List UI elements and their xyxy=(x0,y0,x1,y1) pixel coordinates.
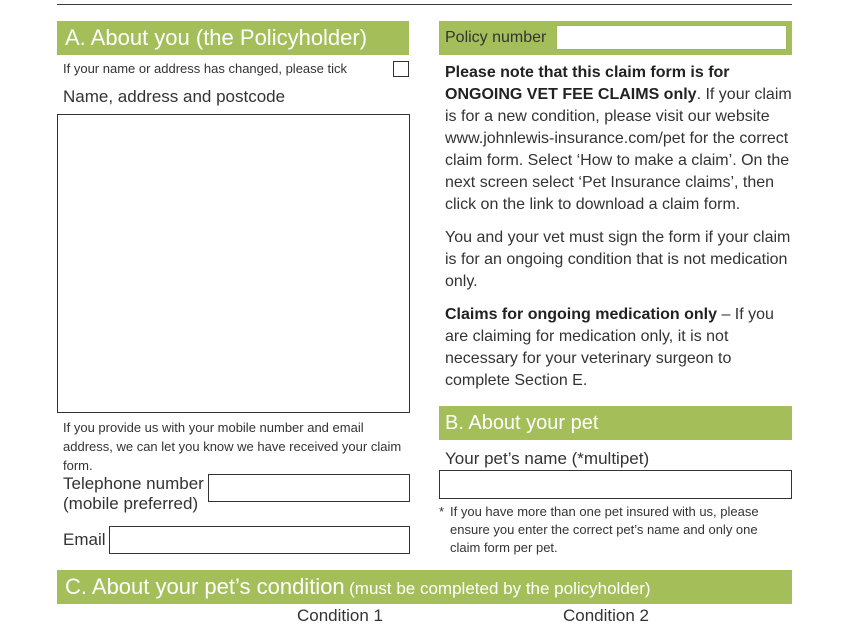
multipet-note xyxy=(439,503,779,557)
name-changed-note: If your name or address has changed, please tick xyxy=(63,61,347,76)
notice-text-3: – If you are claiming for medication only, it is not necessary for your veterinary surgeon to complete Section E. xyxy=(445,306,774,389)
ongoing-claims-notice xyxy=(445,62,795,403)
section-a-header: A. About you (the Policyholder) xyxy=(57,21,409,55)
condition-2-label: Condition 2 xyxy=(563,606,650,625)
pet-name-input[interactable] xyxy=(439,470,792,499)
telephone-label-line2: (mobile preferred) xyxy=(63,494,199,513)
notice-bold-1: Please note that this claim form is for xyxy=(445,64,730,81)
email-label: Email xyxy=(63,530,106,549)
top-rule xyxy=(57,4,792,5)
telephone-label xyxy=(63,474,204,514)
section-c-subtitle: (must be completed by the policyholder) xyxy=(349,579,651,598)
name-address-label: Name, address and postcode xyxy=(63,87,286,106)
name-address-textarea[interactable] xyxy=(57,114,410,413)
mobile-email-note: If you provide us with your mobile number and email address, we can let you know we have received your claim form. xyxy=(63,420,402,473)
notice-paragraph-1 xyxy=(445,62,795,216)
condition-1-label: Condition 1 xyxy=(297,606,384,625)
multipet-asterisk: * xyxy=(439,504,445,519)
policy-number-input[interactable] xyxy=(556,25,787,50)
multipet-note-text: If you have more than one pet insured with us, please ensure you enter the correct pet’s name and only one claim form per pet. xyxy=(450,504,759,555)
section-b-header: B. About your pet xyxy=(439,406,792,440)
name-changed-checkbox[interactable] xyxy=(393,61,409,77)
telephone-input[interactable] xyxy=(208,474,410,502)
notice-bold-3: Claims for ongoing medication only xyxy=(445,306,718,323)
notice-text-1: . If your claim is for a new condition, please visit our website www.johnlewis-insurance.com/pet for the correct claim form. Select ‘How to make a claim’. On the next screen select ‘Pet Insurance claims’, then click on the link to download a claim form. xyxy=(445,86,792,213)
policy-number-bar xyxy=(439,21,792,55)
section-c-header xyxy=(57,570,792,604)
notice-paragraph-2: You and your vet must sign the form if your claim is for an ongoing condition that is not medication only. xyxy=(445,229,791,290)
pet-name-label: Your pet’s name (*multipet) xyxy=(445,449,650,468)
notice-paragraph-3 xyxy=(445,304,795,392)
telephone-label-line1: Telephone number xyxy=(63,474,204,493)
email-input[interactable] xyxy=(109,526,410,554)
notice-bold-2: ONGOING VET FEE CLAIMS only xyxy=(445,86,697,103)
section-c-title: C. About your pet’s condition xyxy=(65,574,345,599)
policy-number-label: Policy number xyxy=(445,29,547,46)
